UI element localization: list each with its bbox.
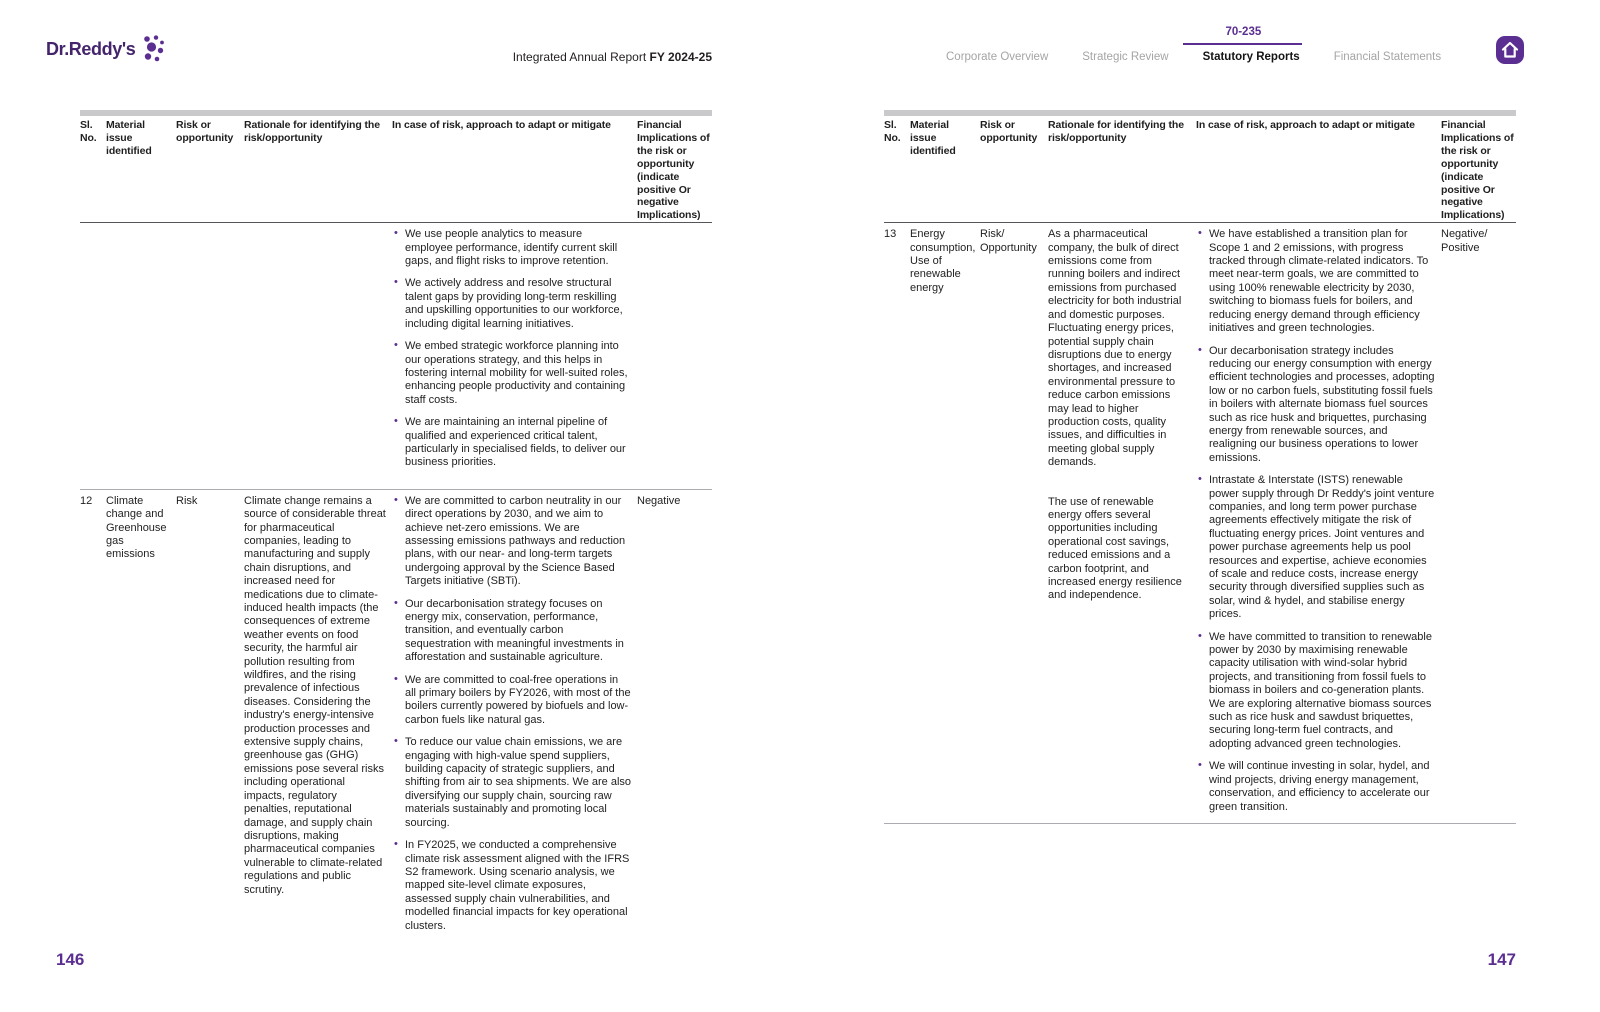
cell-empty (176, 228, 244, 479)
col-header-material-issue: Material issue identified (910, 119, 956, 157)
col-header-financial: Financial Implications of the risk or opportunity (indicate positive Or negative Implications) (637, 119, 710, 222)
cell-sl-no: 12 (80, 494, 93, 507)
cell-financial-implication: Negative/ Positive (1441, 228, 1488, 254)
bullet-item: • We are maintaining an internal pipeline of qualified and experienced critical talent, particularly in specialised fields, to deliver our business priorities. (392, 416, 631, 470)
col-header-risk-or-opportunity: Risk or opportunity (176, 119, 234, 144)
nav-statutory-reports[interactable] (1202, 26, 1300, 63)
approach-bullet-list (392, 495, 631, 933)
cell-approach (392, 228, 637, 479)
col-header-approach: In case of risk, approach to adapt or mitigate (1196, 119, 1415, 131)
nav-corporate-overview[interactable]: Corporate Overview (946, 51, 1049, 63)
bullet-item: • We will continue investing in solar, hydel, and wind projects, driving energy management, conservation, and efficiency to accelerate our green transition. (1196, 760, 1435, 814)
cell-empty (80, 228, 106, 479)
col-header-financial: Financial Implications of the risk or opportunity (indicate positive Or negative Implications) (1441, 119, 1514, 222)
col-header-rationale: Rationale for identifying the risk/opportunity (1048, 119, 1184, 144)
approach-bullet-list (392, 228, 631, 470)
row-13 (884, 223, 1516, 824)
page-number-left: 146 (56, 950, 85, 969)
col-header-sl-no: Sl. No. (884, 119, 901, 144)
cell-approach (1196, 228, 1441, 823)
report-title (80, 50, 712, 64)
report-title-regular: Integrated Annual Report (512, 50, 647, 64)
cell-rationale (1048, 228, 1196, 823)
col-header-approach: In case of risk, approach to adapt or mitigate (392, 119, 611, 131)
cell-empty (244, 228, 392, 479)
cell-empty (106, 228, 176, 479)
bullet-item: • Our decarbonisation strategy focuses on energy mix, conservation, performance, transition, and eventually carbon sequestration with meaningful investments in afforestation and sustainable agriculture. (392, 598, 631, 665)
row-12 (80, 490, 712, 942)
left-page-table (80, 110, 712, 942)
rationale-paragraph-1: As a pharmaceutical company, the bulk of direct emissions come from running boilers and indirect emissions from purchased electricity for both industrial and domestic purposes. Fluctuating energy prices, potential supply chain disruptions due to energy shortages, and increased environmental pressure to reduce carbon emissions may lead to higher production costs, quality issues, and difficulties in meeting global supply demands. (1048, 228, 1182, 469)
table-header-right (884, 116, 1516, 223)
bullet-item: • We are committed to carbon neutrality in our direct operations by 2030, and we aim to achieve net-zero emissions. We are assessing emissions pathways and reduction plans, with our near- and long-term targets undergoing approval by the Science Based Targets initiative (SBTi). (392, 495, 631, 589)
row-11-continuation (80, 223, 712, 490)
table-header-left (80, 116, 712, 223)
cell-financial-implication: Negative (637, 494, 681, 507)
bullet-item: • To reduce our value chain emissions, we are engaging with high-value spend suppliers, building capacity of strategic suppliers, and shifting from air to sea shipments. We are also diversifying our supply chain, sourcing raw materials sustainably and promoting local sourcing. (392, 736, 631, 830)
bullet-item: • We have committed to transition to renewable power by 2030 by maximising renewable capacity utilisation with wind-solar hybrid projects, and transitioning from fossil fuels to biomass in boilers and co-generation plants. We are exploring alternative biomass sources such as rice husk and sawdust briquettes, securing long-term fuel contracts, and adopting advanced green technologies. (1196, 631, 1435, 752)
report-title-bold: FY 2024-25 (649, 50, 712, 64)
section-nav (946, 26, 1442, 63)
right-page-table (884, 110, 1516, 824)
col-header-risk-or-opportunity: Risk or opportunity (980, 119, 1038, 144)
bullet-item: • Intrastate & Interstate (ISTS) renewable power supply through Dr Reddy's joint venture companies, and long term power purchase agreements effectively mitigate the risk of fluctuating energy prices. Joint ventures and power purchase agreements help us pool resources and expertise, achieve economies of scale and reduce costs, increase energy security through diversified supplies such as solar, wind & hydel, and stabilise energy prices. (1196, 474, 1435, 621)
bullet-item: • We embed strategic workforce planning into our operations strategy, and this helps in fostering internal mobility for well-suited roles, enhancing people productivity and containing staff costs. (392, 340, 631, 407)
cell-material-issue: Climate change and Greenhouse gas emissions (106, 494, 167, 561)
col-header-rationale: Rationale for identifying the risk/opportunity (244, 119, 380, 144)
col-header-material-issue: Material issue identified (106, 119, 152, 157)
bullet-item: • We actively address and resolve structural talent gaps by providing long-term reskilling and upskilling opportunities to our workforce, including digital learning initiatives. (392, 277, 631, 331)
col-header-sl-no: Sl. No. (80, 119, 97, 144)
bullet-item: • We are committed to coal-free operations in all primary boilers by FY2026, with most of the boilers currently powered by biofuels and low-carbon fuels like natural gas. (392, 674, 631, 728)
cell-approach (392, 495, 637, 942)
bullet-item: • Our decarbonisation strategy includes reducing our energy consumption with energy efficient technologies and processes, adopting low or no carbon fuels, substituting fossil fuels in boilers with alternate biomass fuel sources such as rice husk and briquettes, purchasing energy from renewable sources, and realigning our business operations to lower emissions. (1196, 345, 1435, 466)
nav-page-range-badge: 70-235 (1225, 26, 1262, 38)
home-button[interactable] (1496, 36, 1524, 64)
rationale-paragraph-2: The use of renewable energy offers several opportunities including operational cost savings, reduced emissions and a carbon footprint, and increased energy resilience and independence. (1048, 495, 1182, 602)
cell-rationale: Climate change remains a source of considerable threat for pharmaceutical companies, leading to manufacturing and supply chain disruptions, and increased need for medications due to climate-induced health impacts (the consequences of extreme weather events on food security, the harmful air pollution resulting from wildfires, and the rising prevalence of infectious diseases. Considering the industry's energy-intensive production processes and extensive supply chains, greenhouse gas (GHG) emissions pose several risks including operational impacts, regulatory penalties, reputational damage, and supply chain disruptions, making pharmaceutical companies vulnerable to climate-related regulations and public scrutiny. (244, 494, 386, 896)
cell-empty (637, 228, 712, 479)
nav-strategic-review[interactable]: Strategic Review (1082, 51, 1169, 63)
drreddys-logo-text: Dr.Reddy's (46, 38, 136, 59)
nav-financial-statements[interactable]: Financial Statements (1333, 51, 1442, 63)
home-icon (1496, 36, 1524, 64)
bullet-item: • In FY2025, we conducted a comprehensive climate risk assessment aligned with the IFRS S2 framework. Using scenario analysis, we mapped site-level climate exposures, assessed supply chain vulnerabilities, and modelled financial impacts for key operational clusters. (392, 839, 631, 933)
page-number-right: 147 (1487, 950, 1516, 969)
bullet-item: • We have established a transition plan for Scope 1 and 2 emissions, with progress tracked through climate-related indicators. To meet near-term goals, we are committed to using 100% renewable electricity by 2030, switching to biomass fuels for boilers, and reducing energy demand through efficiency initiatives and green technologies. (1196, 228, 1435, 335)
cell-sl-no: 13 (884, 228, 897, 241)
cell-risk-or-opportunity: Risk (176, 494, 198, 507)
approach-bullet-list (1196, 228, 1435, 814)
bullet-item: • We use people analytics to measure employee performance, identify current skill gaps, and flight risks to improve retention. (392, 228, 631, 268)
cell-risk-or-opportunity: Risk/ Opportunity (980, 228, 1037, 254)
nav-statutory-reports-label: Statutory Reports (1202, 51, 1300, 63)
cell-material-issue: Energy consumption, Use of renewable energy (910, 228, 976, 294)
